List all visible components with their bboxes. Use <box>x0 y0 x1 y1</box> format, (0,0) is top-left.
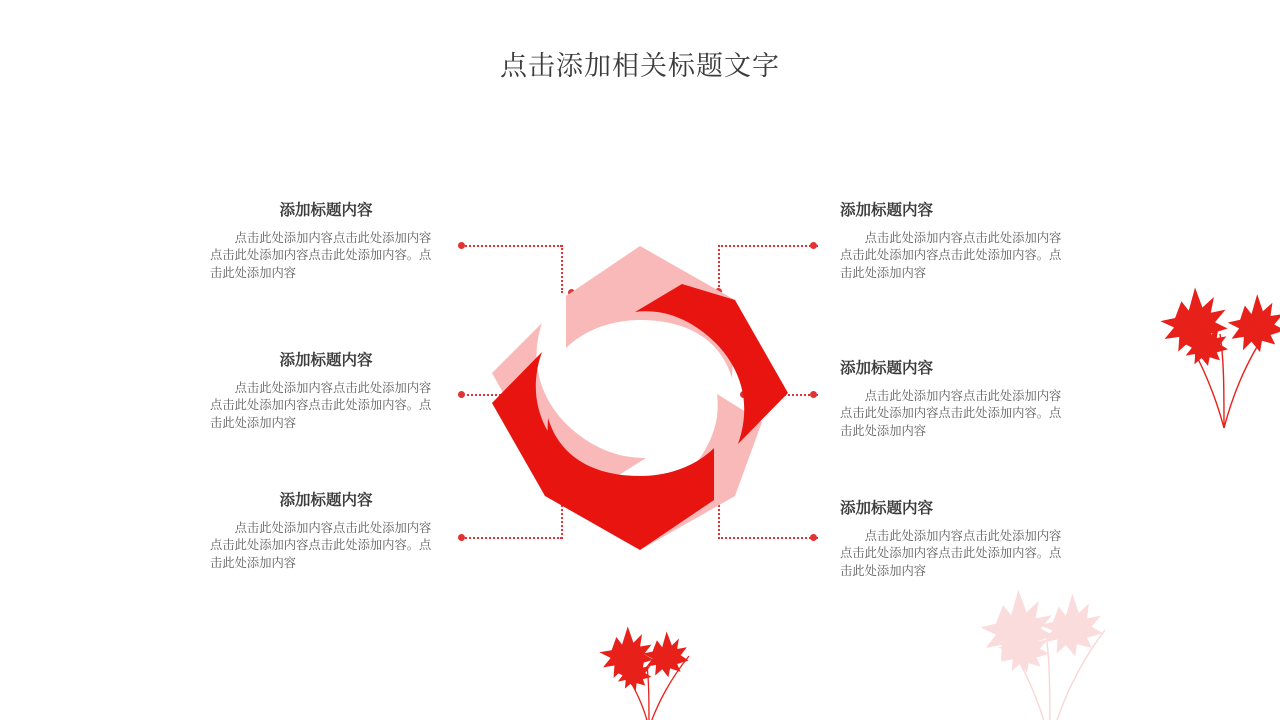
block-body: 点击此处添加内容点击此处添加内容点击此处添加内容点击此处添加内容。点击此处添加内容 <box>840 529 1062 578</box>
text-block-right-1[interactable] <box>840 198 1072 282</box>
block-body: 点击此处添加内容点击此处添加内容点击此处添加内容点击此处添加内容。点击此处添加内容 <box>210 231 432 280</box>
text-block-left-3[interactable] <box>210 488 442 572</box>
maple-leaf-icon-bottom-center <box>585 620 710 720</box>
block-body: 点击此处添加内容点击此处添加内容点击此处添加内容点击此处添加内容。点击此处添加内容 <box>210 521 432 570</box>
block-title: 添加标题内容 <box>279 492 373 509</box>
block-title: 添加标题内容 <box>840 360 934 377</box>
text-block-left-1[interactable] <box>210 198 442 282</box>
block-title: 添加标题内容 <box>279 202 373 219</box>
block-body: 点击此处添加内容点击此处添加内容点击此处添加内容点击此处添加内容。点击此处添加内容 <box>840 231 1062 280</box>
connector-dot-left-3-outer <box>458 534 465 541</box>
block-title: 添加标题内容 <box>279 352 373 369</box>
text-block-right-2[interactable] <box>840 356 1072 440</box>
connector-dot-right-3-outer <box>810 534 817 541</box>
connector-dot-right-2-outer <box>810 391 817 398</box>
text-block-left-2[interactable] <box>210 348 442 432</box>
block-body: 点击此处添加内容点击此处添加内容点击此处添加内容点击此处添加内容。点击此处添加内容 <box>840 389 1062 438</box>
connector-dot-left-1-outer <box>458 242 465 249</box>
block-body: 点击此处添加内容点击此处添加内容点击此处添加内容点击此处添加内容。点击此处添加内容 <box>210 381 432 430</box>
connector-dot-left-2-outer <box>458 391 465 398</box>
maple-leaf-icon-right <box>1154 280 1280 430</box>
block-title: 添加标题内容 <box>840 500 934 517</box>
block-title: 添加标题内容 <box>840 202 934 219</box>
maple-leaf-icon-bottom-right <box>955 556 1145 720</box>
connector-dot-right-1-outer <box>810 242 817 249</box>
hexagonal-pinwheel-icon <box>470 228 810 568</box>
page-title: 点击添加相关标题文字 <box>500 51 780 81</box>
